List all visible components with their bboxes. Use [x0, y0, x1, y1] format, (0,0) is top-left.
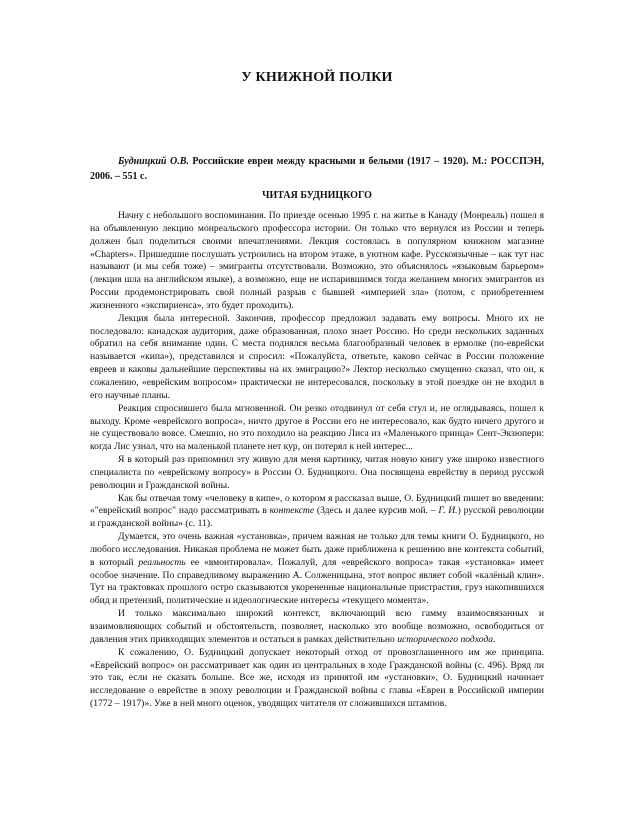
- paragraph-5: [90, 493, 544, 532]
- paragraph-5-italic-context: контексте: [269, 505, 315, 517]
- paragraph-5-text-c: ) русской революции и гражданской войны» (с. 11).: [90, 505, 545, 530]
- paragraph-7: [90, 608, 544, 647]
- paragraph-7-text-b: .: [493, 633, 496, 645]
- paragraph-5-text-a: Как бы отвечая тому «человеку в кипе», о котором я рассказал выше, О. Будницкий пишет во введении: «"еврейский вопрос" надо рассматривать в: [90, 492, 544, 517]
- paragraph-7-italic-approach: исторического подхода: [397, 633, 494, 645]
- paragraph-6-italic-reality: реальность: [138, 556, 186, 568]
- book-citation: [90, 155, 544, 184]
- citation-details: Российские евреи между красными и белыми (1917 – 1920). М.: РОССПЭН, 2006. – 551 с.: [90, 156, 544, 182]
- paragraph-6-text-a: Думается, это очень важная «установка», причем важная не только для темы книги О. Будницкого, но любого исследования. Никакая проблема не может быть даже приближена к решению вне контекста событий, в который: [90, 531, 544, 568]
- paragraph-5-italic-initials: Г. И.: [438, 505, 458, 517]
- paragraph-6: [90, 531, 544, 608]
- section-subtitle: ЧИТАЯ БУДНИЦКОГО: [262, 190, 372, 201]
- paragraph-7-text-a: И только максимально широкий контекст, включающий всю гамму взаимосвязанных и взаимовлияющих событий и обстоятельств, позволяет, насколько это вообще возможно, освободиться от давления этих привходящих элементов и остаться в рамках действительно: [90, 608, 544, 645]
- paragraph-3: Реакция спросившего была мгновенной. Он резко отодвинул от себя стул и, не оглядываясь, пошел к выходу. Кроме «еврейского вопроса», ничто другое в России его не интересовало, как будто ничего другого и не существовало вовсе. Смешно, но это походило на реакцию Лиса из «Маленького принца» Сент-Экзюпери: когда Лис узнал, что на маленькой планете нет кур, он потерял к ней интерес...: [90, 402, 544, 453]
- citation-author: Будницкий О.В.: [118, 156, 189, 167]
- paragraph-2: Лекция была интересной. Закончив, профессор предложил задавать ему вопросы. Много их не последовало: канадская аудитория, даже образованная, плохо знает Россию. Но среди нескольких заданных обратил на себя внимание один. С места поднялся весьма благообразный человек в ермолке (по-еврейски называется «кипа»), представился и спросил: «Пожалуйста, ответьте, каково сейчас в России положение евреев и каковы дальнейшие перспективы на их эмиграцию?» Лектор несколько смущенно сказал, что он, к сожалению, «еврейским вопросом» практически не интересовался, поскольку в этой поездке он не входил в его научные планы.: [90, 312, 544, 401]
- paragraph-8: К сожалению, О. Будницкий допускает некоторый отход от провозглашенного им же принципа. «Еврейский вопрос» он рассматривает как один из центральных в ходе Гражданской войны (с. 496). Вряд ли это так, если не сказать больше. Все же, исходя из принятой им «установки», О. Будницкий начинает исследование о еврействе в эпоху революции и Гражданской войны с главы «Евреи в Российской империи (1772 – 1917)». Уже в ней много оценок, уводящих читателя от сложившихся штампов.: [90, 646, 544, 710]
- article-body: [90, 210, 544, 711]
- paragraph-5-text-b: (Здесь и далее курсив мой. –: [314, 505, 439, 517]
- page-title: У КНИЖНОЙ ПОЛКИ: [241, 70, 393, 85]
- paragraph-1: Начну с небольшого воспоминания. По приезде осенью 1995 г. на житье в Канаду (Монреаль) пошел я на объявленную лекцию монреальского профессора истории. Он только что вернулся из России и теперь должен был поделиться своими впечатлениями. Лекция состоялась в популярном книжном магазине «Chapters». Пришедшие послушать устроились на втором этаже, в уютном кафе. Русскоязычные – как тут нас называют (и мы себя тоже) – эмигранты отсутствовали. Возможно, это объяснялось «языковым барьером» (лекция шла на английском языке), а возможно, еще не испарившимся тогда желанием многих эмигрантов из России продемонстрировать свой полный разрыв с бывшей «империей зла» (потом, с приобретением жизненного «экспириенса», это будет проходить).: [90, 210, 544, 311]
- paragraph-4: Я в который раз припомнил эту живую для меня картинку, читая новую книгу уже широко известного специалиста по «еврейскому вопросу» в России О. Будницкого. Она посвящена еврейству в период русской революции и Гражданской войны.: [90, 454, 544, 491]
- paragraph-6-text-b: ее «вмонтировала». Пожалуй, для «еврейского вопроса» такая «установка» имеет особое значение. По справедливому выражению А. Солженицына, этот вопрос являет собой «калёный клин». Тут на трактовках прошлого остро сказываются укорененные национальные пристрастия, груз накопившихся обид и претензий, политические и идеологические интересы «текущего момента».: [90, 556, 544, 607]
